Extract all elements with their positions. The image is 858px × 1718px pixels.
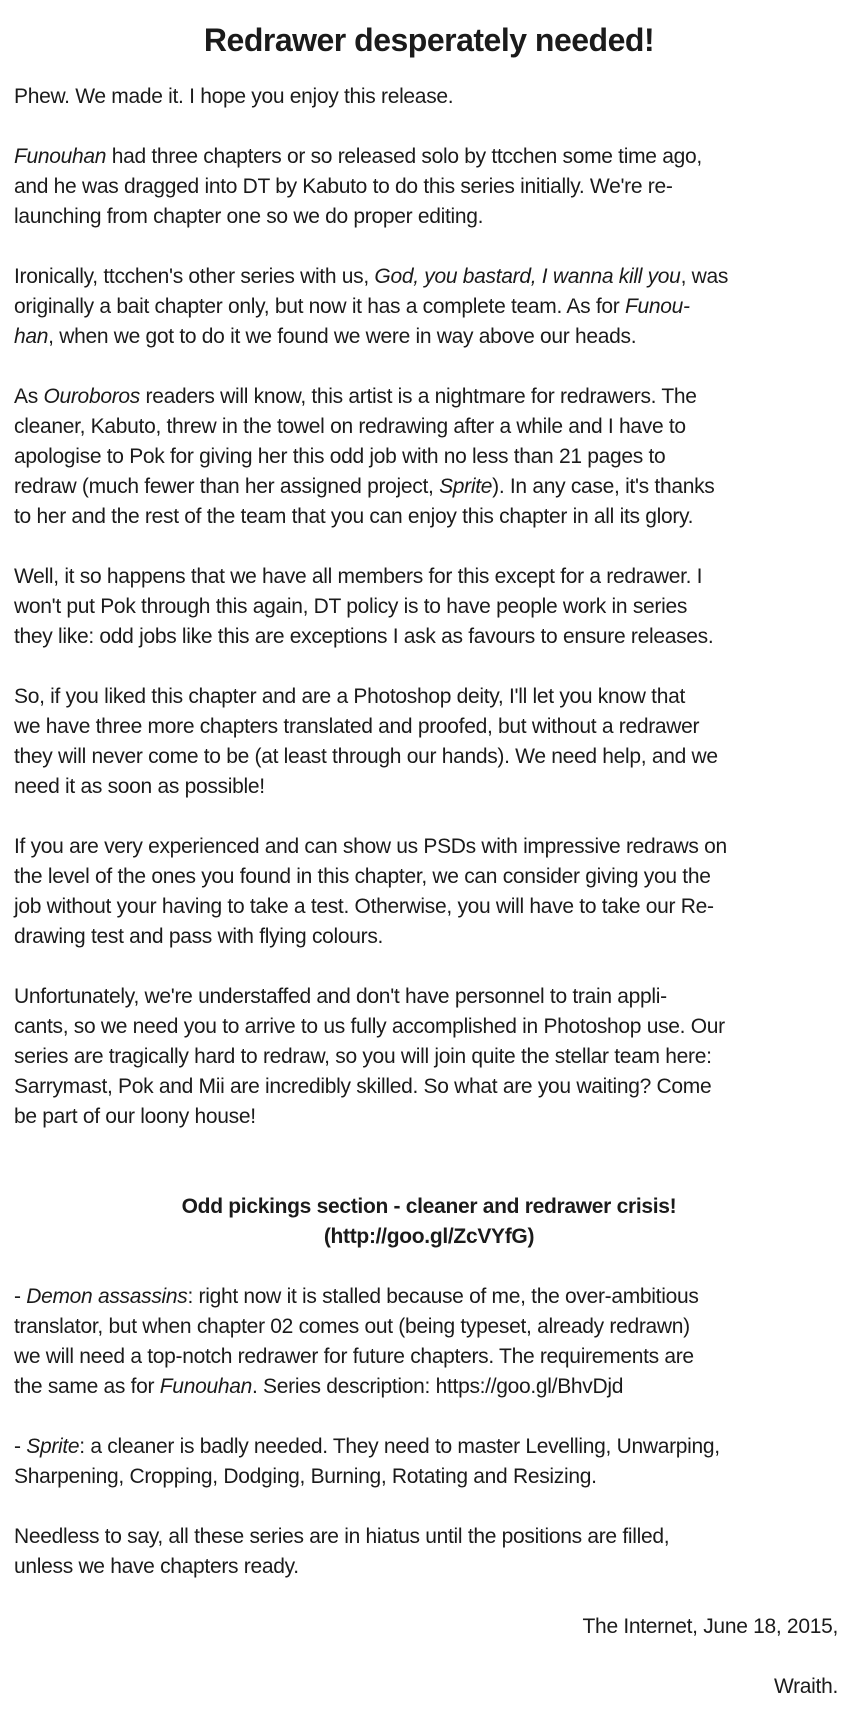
paragraph-understaffed-line-4: Sarrymast, Pok and Mii are incredibly skilled. So what are you waiting? Come — [14, 1075, 712, 1098]
paragraph-other-series-line-3: han, when we got to do it we found we were in way above our heads. — [14, 325, 637, 348]
paragraph-understaffed-line-5: be part of our loony house! — [14, 1105, 256, 1128]
paragraph-intro-line-1: Phew. We made it. I hope you enjoy this release. — [14, 85, 454, 108]
signoff-signature-line-1: Wraith. — [773, 1675, 838, 1698]
paragraph-redraw-nightmare-line-1: As Ouroboros readers will know, this artist is a nightmare for redrawers. The — [14, 385, 697, 408]
odd-pickings-heading — [14, 1192, 844, 1252]
paragraph-redraw-nightmare-line-3: apologise to Pok for giving her this odd job with no less than 21 pages to — [14, 445, 666, 468]
paragraph-demon-assassins — [14, 1282, 844, 1402]
paragraph-funouhan-history-line-3: launching from chapter one so we do proper editing. — [14, 205, 484, 228]
paragraph-experience — [14, 832, 844, 952]
odd-pickings-heading-line-1: Odd pickings section - cleaner and redrawer crisis! — [181, 1195, 677, 1218]
paragraph-redraw-nightmare-line-4: redraw (much fewer than her assigned project, Sprite). In any case, it's thanks — [14, 475, 715, 498]
paragraph-experience-line-2: the level of the ones you found in this chapter, we can consider giving you the — [14, 865, 711, 888]
paragraph-other-series — [14, 262, 844, 352]
signoff-date-line-1: The Internet, June 18, 2015, — [582, 1615, 838, 1638]
paragraph-demon-assassins-line-1: - Demon assassins: right now it is stalled because of me, the over-ambitious — [14, 1285, 699, 1308]
paragraph-help-needed-line-3: they will never come to be (at least through our hands). We need help, and we — [14, 745, 718, 768]
paragraph-policy — [14, 562, 844, 652]
paragraph-experience-line-4: drawing test and pass with flying colours. — [14, 925, 384, 948]
paragraph-experience-line-1: If you are very experienced and can show us PSDs with impressive redraws on — [14, 835, 727, 858]
paragraph-help-needed-line-1: So, if you liked this chapter and are a Photoshop deity, I'll let you know that — [14, 685, 685, 708]
paragraph-understaffed-line-1: Unfortunately, we're understaffed and don't have personnel to train appli- — [14, 985, 667, 1008]
paragraph-intro — [14, 82, 844, 112]
paragraph-demon-assassins-line-3: we will need a top-notch redrawer for future chapters. The requirements are — [14, 1345, 694, 1368]
paragraph-other-series-line-1: Ironically, ttcchen's other series with us, God, you bastard, I wanna kill you, was — [14, 265, 729, 288]
odd-pickings-heading-line-2: (http://goo.gl/ZcVYfG) — [323, 1225, 535, 1248]
paragraph-redraw-nightmare — [14, 382, 844, 532]
paragraph-understaffed-line-3: series are tragically hard to redraw, so you will join quite the stellar team here: — [14, 1045, 712, 1068]
page-title: Redrawer desperately needed! — [203, 22, 655, 58]
letter-body — [14, 82, 844, 1702]
signoff-signature — [14, 1672, 844, 1702]
paragraph-sprite-line-2: Sharpening, Cropping, Dodging, Burning, Rotating and Resizing. — [14, 1465, 597, 1488]
paragraph-help-needed-line-4: need it as soon as possible! — [14, 775, 265, 798]
paragraph-redraw-nightmare-line-5: to her and the rest of the team that you can enjoy this chapter in all its glory. — [14, 505, 694, 528]
paragraph-hiatus-line-2: unless we have chapters ready. — [14, 1555, 299, 1578]
paragraph-understaffed-line-2: cants, so we need you to arrive to us fully accomplished in Photoshop use. Our — [14, 1015, 725, 1038]
paragraph-funouhan-history-line-1: Funouhan had three chapters or so released solo by ttcchen some time ago, — [14, 145, 702, 168]
paragraph-funouhan-history-line-2: and he was dragged into DT by Kabuto to do this series initially. We're re- — [14, 175, 673, 198]
paragraph-policy-line-3: they like: odd jobs like this are exceptions I ask as favours to ensure releases. — [14, 625, 714, 648]
paragraph-redraw-nightmare-line-2: cleaner, Kabuto, threw in the towel on redrawing after a while and I have to — [14, 415, 686, 438]
paragraph-demon-assassins-line-2: translator, but when chapter 02 comes out (being typeset, already redrawn) — [14, 1315, 690, 1338]
paragraph-policy-line-1: Well, it so happens that we have all members for this except for a redrawer. I — [14, 565, 703, 588]
paragraph-sprite — [14, 1432, 844, 1492]
paragraph-demon-assassins-line-4: the same as for Funouhan. Series description: https://goo.gl/BhvDjd — [14, 1375, 624, 1398]
paragraph-experience-line-3: job without your having to take a test. Otherwise, you will have to take our Re- — [14, 895, 714, 918]
signoff-date — [14, 1612, 844, 1642]
paragraph-hiatus — [14, 1522, 844, 1582]
paragraph-funouhan-history — [14, 142, 844, 232]
paragraph-understaffed — [14, 982, 844, 1132]
paragraph-hiatus-line-1: Needless to say, all these series are in hiatus until the positions are filled, — [14, 1525, 670, 1548]
paragraph-help-needed-line-2: we have three more chapters translated and proofed, but without a redrawer — [14, 715, 700, 738]
paragraph-other-series-line-2: originally a bait chapter only, but now it has a complete team. As for Funou- — [14, 295, 690, 318]
paragraph-sprite-line-1: - Sprite: a cleaner is badly needed. They need to master Levelling, Unwarping, — [14, 1435, 720, 1458]
paragraph-help-needed — [14, 682, 844, 802]
paragraph-policy-line-2: won't put Pok through this again, DT policy is to have people work in series — [14, 595, 688, 618]
